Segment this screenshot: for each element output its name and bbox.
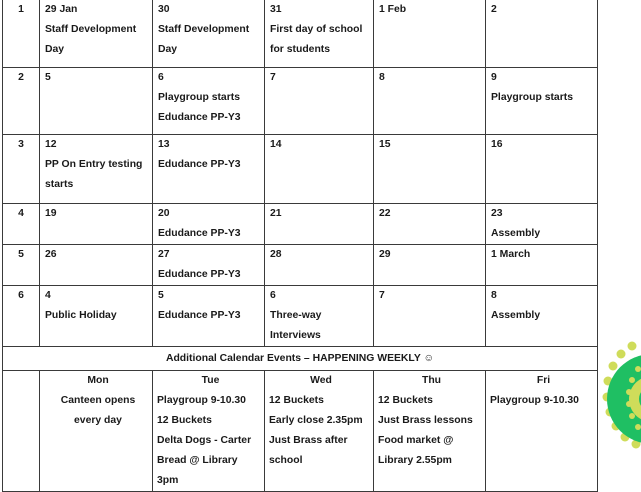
day-date: 15 xyxy=(379,139,391,150)
day-event: Edudance PP-Y3 xyxy=(158,269,241,280)
weekly-day-cell xyxy=(486,371,598,492)
day-event: Edudance PP-Y3 xyxy=(158,159,241,170)
day-date: 29 xyxy=(379,249,391,260)
day-date: 16 xyxy=(491,139,503,150)
week-number: 4 xyxy=(3,204,40,245)
day-event: Staff Development xyxy=(158,24,250,35)
day-cell xyxy=(40,245,153,286)
weekly-event: Playgroup 9-10.30 xyxy=(490,395,579,406)
day-date: 6 xyxy=(270,290,276,301)
day-cell xyxy=(265,286,374,347)
day-cell xyxy=(265,204,374,245)
day-date: 28 xyxy=(270,249,282,260)
day-cell xyxy=(486,68,598,135)
day-event: Edudance PP-Y3 xyxy=(158,112,241,123)
weekly-event: Early close 2.35pm xyxy=(269,415,363,426)
day-cell xyxy=(153,204,265,245)
day-cell xyxy=(486,204,598,245)
day-cell xyxy=(486,0,598,68)
day-date: 14 xyxy=(270,139,282,150)
day-cell xyxy=(374,135,486,204)
day-cell xyxy=(153,0,265,68)
weekly-event: 12 Buckets xyxy=(269,395,324,406)
day-cell xyxy=(153,245,265,286)
day-event: Staff Development xyxy=(45,24,137,35)
day-event: Playgroup starts xyxy=(491,92,573,103)
day-cell xyxy=(40,286,153,347)
day-event: PP On Entry testing xyxy=(45,159,143,170)
day-event: Assembly xyxy=(491,228,541,239)
day-date: 19 xyxy=(45,208,57,219)
day-cell xyxy=(153,135,265,204)
week-number: 3 xyxy=(3,135,40,204)
weekly-event: Playgroup 9-10.30 xyxy=(157,395,246,406)
weekly-event: 3pm xyxy=(157,475,179,486)
day-date: 5 xyxy=(158,290,164,301)
day-cell xyxy=(265,245,374,286)
day-cell xyxy=(265,68,374,135)
weekly-event: 12 Buckets xyxy=(157,415,212,426)
week-number: 5 xyxy=(3,245,40,286)
day-date: 12 xyxy=(45,139,57,150)
day-date: 9 xyxy=(491,72,497,83)
day-event: starts xyxy=(45,179,74,190)
day-event: for students xyxy=(270,44,331,55)
day-event: Interviews xyxy=(270,330,321,341)
day-cell xyxy=(374,286,486,347)
day-cell xyxy=(153,68,265,135)
day-event: Public Holiday xyxy=(45,310,117,321)
day-date: 22 xyxy=(379,208,391,219)
day-cell xyxy=(486,135,598,204)
day-event: Day xyxy=(158,44,178,55)
day-date: 31 xyxy=(270,4,282,15)
week-row xyxy=(3,204,598,245)
day-cell xyxy=(40,135,153,204)
weekly-event: school xyxy=(269,455,303,466)
calendar-table xyxy=(2,0,598,492)
day-cell xyxy=(374,204,486,245)
day-cell xyxy=(486,245,598,286)
day-event: First day of school xyxy=(270,24,363,35)
weekly-day-heading: Wed xyxy=(310,375,332,386)
weekly-event: Canteen opens xyxy=(60,395,136,406)
weekly-event: Just Brass lessons xyxy=(378,415,473,426)
day-cell xyxy=(153,286,265,347)
week-row xyxy=(3,0,598,68)
day-date: 20 xyxy=(158,208,170,219)
day-cell xyxy=(40,204,153,245)
weekly-event: Bread @ Library xyxy=(157,455,238,466)
day-date: 4 xyxy=(45,290,51,301)
day-event: Edudance PP-Y3 xyxy=(158,228,241,239)
weekly-day-heading: Mon xyxy=(87,375,109,386)
week-row xyxy=(3,245,598,286)
day-cell xyxy=(374,245,486,286)
day-date: 1 Feb xyxy=(379,4,407,15)
weekly-event: every day xyxy=(74,415,122,426)
week-row xyxy=(3,68,598,135)
day-date: 27 xyxy=(158,249,170,260)
weekly-event: Library 2.55pm xyxy=(378,455,452,466)
weekly-event: Delta Dogs - Carter xyxy=(157,435,252,446)
week-row xyxy=(3,286,598,347)
weekly-blank-cell xyxy=(3,371,40,492)
day-cell xyxy=(374,0,486,68)
weekly-day-cell xyxy=(374,371,486,492)
weekly-event: 12 Buckets xyxy=(378,395,433,406)
day-date: 29 Jan xyxy=(45,4,78,15)
day-event: Assembly xyxy=(491,310,541,321)
day-date: 7 xyxy=(379,290,385,301)
day-date: 1 March xyxy=(491,249,531,260)
weekly-event: Food market @ xyxy=(378,435,454,446)
weekly-day-cell xyxy=(265,371,374,492)
weekly-day-heading: Tue xyxy=(201,375,220,386)
day-cell xyxy=(40,68,153,135)
week-row xyxy=(3,135,598,204)
day-cell xyxy=(265,0,374,68)
day-event: Playgroup starts xyxy=(158,92,240,103)
day-date: 23 xyxy=(491,208,503,219)
aboriginal-dot-art-logo xyxy=(592,336,641,466)
weekly-day-cell xyxy=(153,371,265,492)
week-number: 1 xyxy=(3,0,40,68)
weekly-day-heading: Fri xyxy=(536,375,551,386)
weekly-event: Just Brass after xyxy=(269,435,348,446)
weekly-events-banner: Additional Calendar Events – HAPPENING WEEKLY ☺ xyxy=(3,347,598,371)
day-date: 6 xyxy=(158,72,164,83)
day-date: 5 xyxy=(45,72,51,83)
day-cell xyxy=(486,286,598,347)
day-event: Edudance PP-Y3 xyxy=(158,310,241,321)
day-cell xyxy=(374,68,486,135)
day-date: 13 xyxy=(158,139,170,150)
day-date: 21 xyxy=(270,208,282,219)
day-date: 30 xyxy=(158,4,170,15)
day-date: 8 xyxy=(491,290,497,301)
day-date: 7 xyxy=(270,72,276,83)
day-cell xyxy=(40,0,153,68)
day-date: 2 xyxy=(491,4,497,15)
weekly-day-heading: Thu xyxy=(421,375,442,386)
day-event: Day xyxy=(45,44,65,55)
week-number: 6 xyxy=(3,286,40,347)
day-date: 26 xyxy=(45,249,57,260)
week-number: 2 xyxy=(3,68,40,135)
day-cell xyxy=(265,135,374,204)
day-event: Three-way xyxy=(270,310,322,321)
weekly-day-cell xyxy=(40,371,153,492)
day-date: 8 xyxy=(379,72,385,83)
